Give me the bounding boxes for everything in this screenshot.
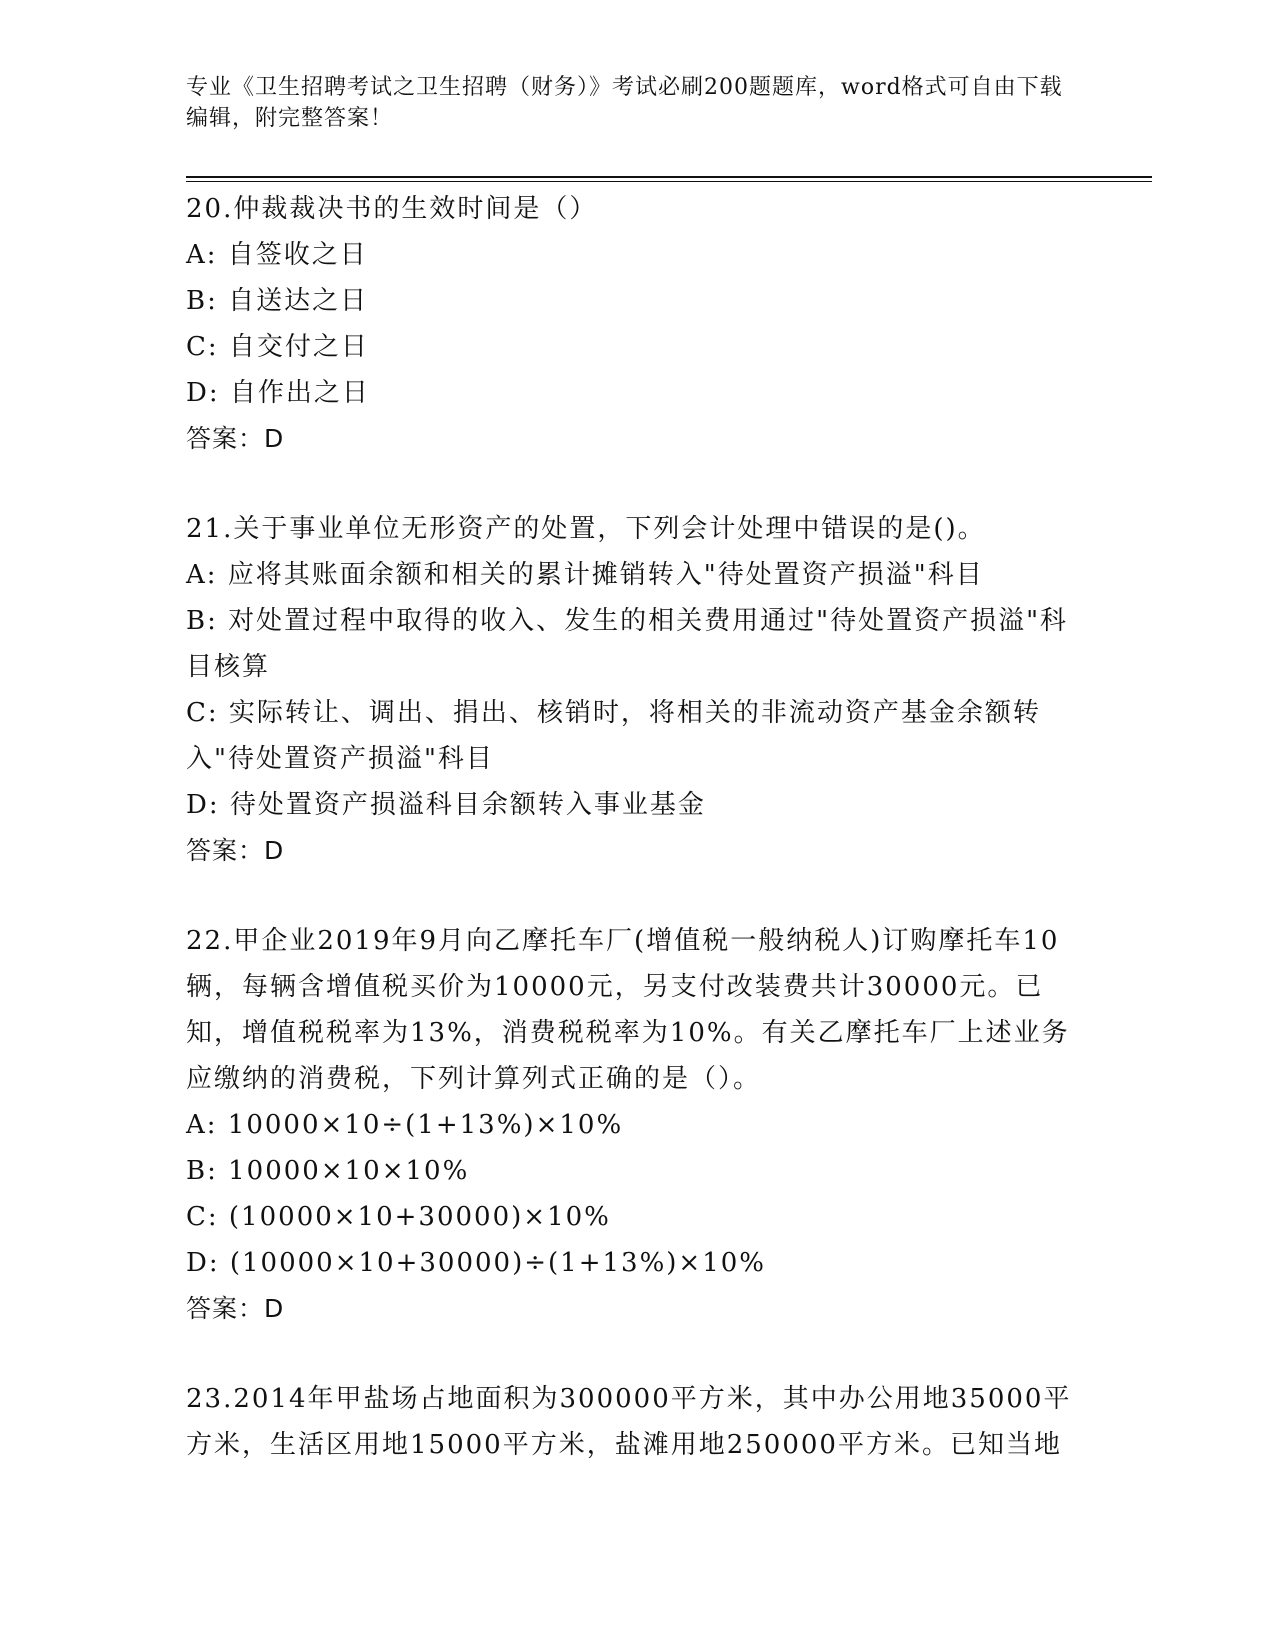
answer: 答案：D <box>186 424 285 453</box>
option-d: D: (10000×10+30000)÷(1+13%)×10% <box>186 1248 766 1278</box>
answer: 答案：D <box>186 836 285 865</box>
option-a: A: 自签收之日 <box>186 240 368 270</box>
header-divider-thin <box>186 181 1152 182</box>
option-b: B: 对处置过程中取得的收入、发生的相关费用通过"待处置资产损溢"科目核算 <box>186 606 1069 682</box>
option-b: B: 10000×10×10% <box>186 1156 470 1186</box>
page-header: 专业《卫生招聘考试之卫生招聘（财务）》考试必刷200题题库，word格式可自由下载编辑，附完整答案！ <box>186 75 1063 131</box>
option-a: A: 应将其账面余额和相关的累计摊销转入"待处置资产损溢"科目 <box>186 560 984 590</box>
option-a: A: 10000×10÷(1+13%)×10% <box>186 1110 624 1140</box>
question-stem: 23.2014年甲盐场占地面积为300000平方米，其中办公用地35000平方米，生活区用地15000平方米，盐滩用地250000平方米。已知当地 <box>186 1384 1072 1460</box>
option-c: C: 自交付之日 <box>186 332 369 362</box>
option-d: D: 自作出之日 <box>186 378 370 408</box>
question-stem: 20.仲裁裁决书的生效时间是（） <box>186 194 598 224</box>
question-list <box>186 186 1086 1512</box>
question-stem: 21.关于事业单位无形资产的处置，下列会计处理中错误的是()。 <box>186 514 986 544</box>
option-d: D: 待处置资产损溢科目余额转入事业基金 <box>186 790 706 820</box>
answer: 答案：D <box>186 1294 285 1323</box>
question-stem: 22.甲企业2019年9月向乙摩托车厂(增值税一般纳税人)订购摩托车10辆，每辆含增值税买价为10000元，另支付改装费共计30000元。已知，增值税税率为13%，消费税税率为10%。有关乙摩托车厂上述业务应缴纳的消费税，下列计算列式正确的是（）。 <box>186 926 1070 1094</box>
question-22 <box>186 918 1086 1332</box>
option-c: C: (10000×10+30000)×10% <box>186 1202 611 1232</box>
header-divider <box>186 176 1152 178</box>
option-b: B: 自送达之日 <box>186 286 369 316</box>
option-c: C: 实际转让、调出、捐出、核销时，将相关的非流动资产基金余额转入"待处置资产损溢"科目 <box>186 698 1041 774</box>
question-20 <box>186 186 1086 462</box>
question-23 <box>186 1376 1086 1468</box>
question-21 <box>186 506 1086 874</box>
